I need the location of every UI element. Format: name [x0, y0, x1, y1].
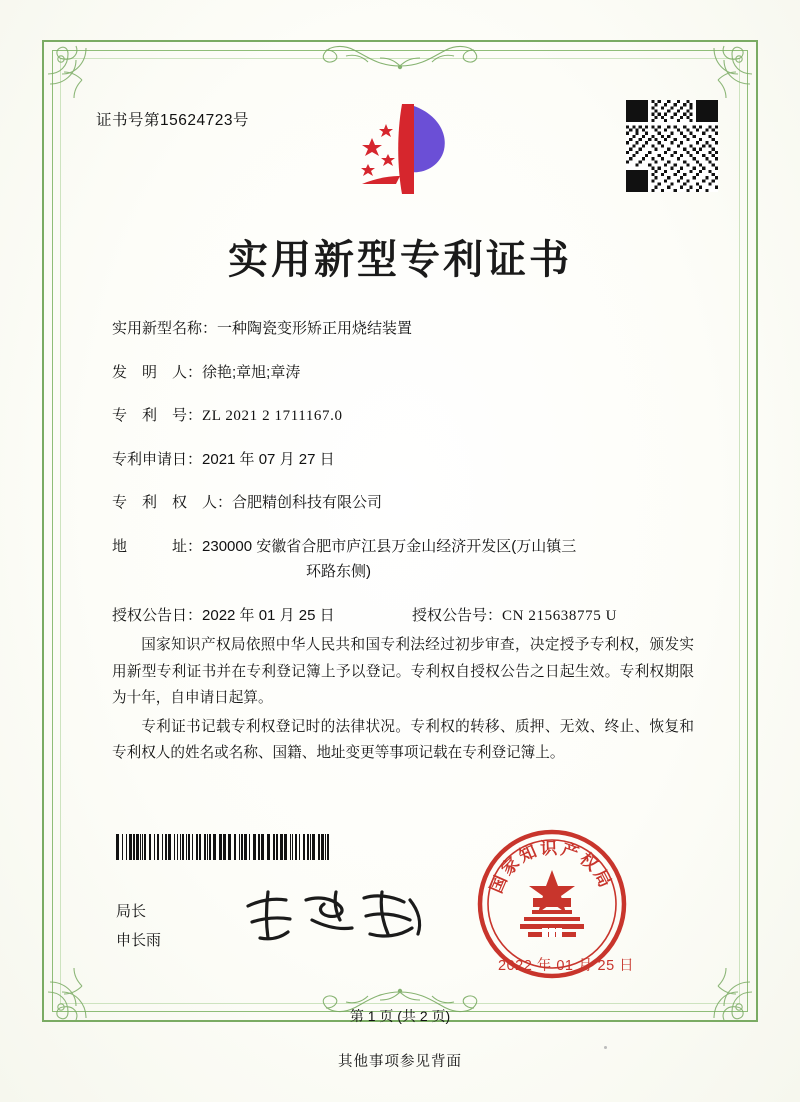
patent-fields [112, 318, 692, 648]
address-line-2: 环路东侧) [306, 563, 372, 580]
field-label: 专利申请日： [112, 450, 203, 468]
field-value: 合肥精创科技有限公司 [232, 494, 383, 511]
field-application-date [112, 449, 692, 472]
corner-ornament-icon [46, 44, 120, 118]
field-grant-date [112, 605, 412, 628]
top-flourish-icon [258, 36, 542, 70]
paragraph-2: 专利证书记载专利权登记时的法律状况。专利权的转移、质押、无效、终止、恢复和专利权人的姓名或名称、国籍、地址变更等事项记载在专利登记簿上。 [112, 718, 694, 762]
certificate-number: 证书号第15624723号 [96, 112, 249, 129]
field-value: CN 215638775 U [502, 607, 618, 624]
field-value [202, 536, 692, 584]
field-label: 实用新型名称： [112, 320, 218, 337]
page-title: 实用新型专利证书 [228, 237, 572, 283]
field-label: 地 址： [112, 537, 203, 555]
field-label: 专 利 权 人： [112, 494, 233, 511]
back-note: 其他事项参见背面 [338, 1054, 462, 1070]
field-value: 2021 年 07 月 27 日 [202, 450, 335, 468]
seal-date: 2022 年 01 月 25 日 [498, 958, 635, 974]
field-address [112, 536, 692, 584]
handwritten-signature-icon [240, 886, 430, 948]
seal-arc-text: 国家知识产权局 [486, 838, 616, 897]
address-line-1: 230000 安徽省合肥市庐江县万金山经济开发区(万山镇三 [202, 537, 577, 555]
field-label: 授权公告日： [112, 606, 203, 624]
field-grant-row [112, 605, 692, 628]
print-dot [604, 1046, 607, 1049]
field-value: 徐艳;章旭;章涛 [202, 363, 301, 381]
qr-code-icon [626, 100, 718, 192]
field-value: ZL 2021 2 1711167.0 [202, 408, 343, 424]
field-label: 发 明 人： [112, 363, 203, 381]
field-label: 专 利 号： [112, 407, 203, 424]
page-indicator: 第 1 页 (共 2 页) [349, 1008, 451, 1024]
signature-name: 申长雨 [116, 931, 162, 949]
cnipa-p-logo-icon [352, 98, 462, 198]
paragraph-1: 国家知识产权局依照中华人民共和国专利法经过初步审查，决定授予专利权，颁发实用新型专利证书并在专利登记簿上予以登记。专利权自授权公告之日起生效。专利权期限为十年，自申请日起算。 [112, 637, 694, 707]
field-grant-publication-number [412, 605, 692, 628]
field-value: 2022 年 01 月 25 日 [202, 606, 335, 624]
legal-text [112, 632, 694, 769]
field-patentee [112, 492, 692, 515]
barcode [116, 834, 330, 860]
field-utility-model-name [112, 318, 692, 341]
signature-role: 局长 [116, 903, 147, 920]
field-label: 授权公告号： [412, 606, 503, 624]
field-patent-number [112, 405, 692, 428]
signature-block [116, 898, 161, 955]
field-value: 一种陶瓷变形矫正用烧结装置 [217, 320, 413, 337]
field-inventors [112, 362, 692, 385]
